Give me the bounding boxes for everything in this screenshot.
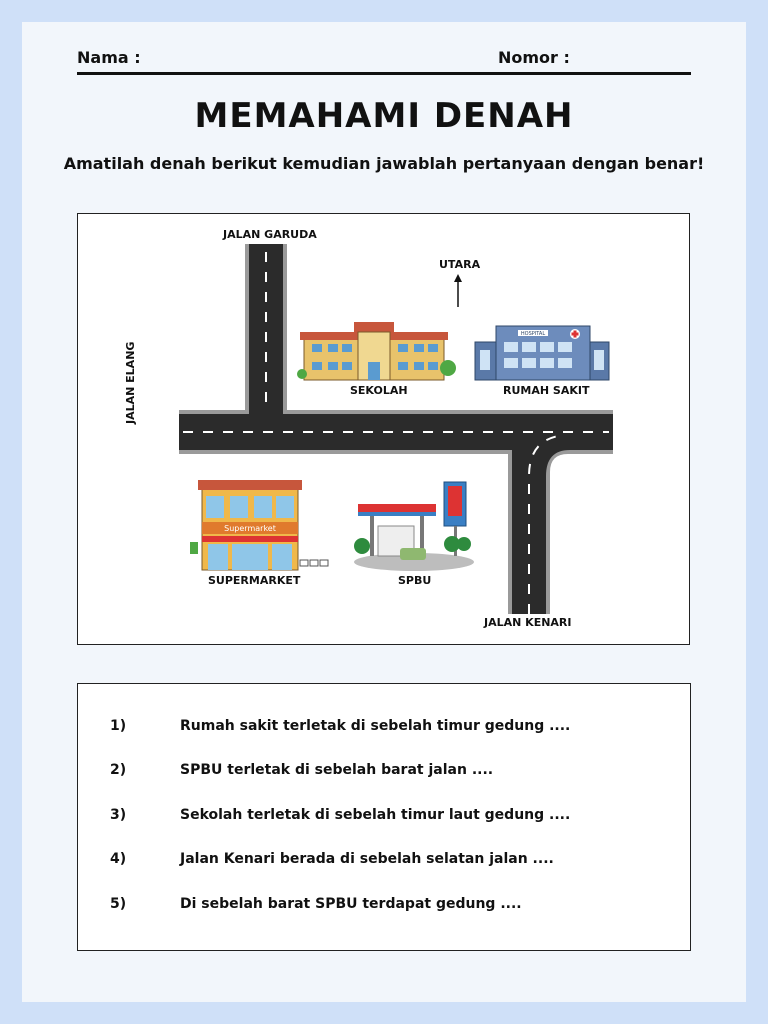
supermarket-sign: Supermarket <box>224 524 276 533</box>
town-map <box>77 213 690 645</box>
header-divider <box>77 72 691 75</box>
school-icon <box>297 322 456 380</box>
label-sekolah: SEKOLAH <box>350 384 408 397</box>
question-text: SPBU terletak di sebelah barat jalan .... <box>180 762 494 778</box>
questions-box <box>77 683 691 951</box>
hospital-sign: HOSPITAL <box>520 331 546 337</box>
label-jalan-elang: JALAN ELANG <box>124 341 137 424</box>
question-number: 1) <box>110 718 127 734</box>
question-text: Di sebelah barat SPBU terdapat gedung .... <box>180 896 522 912</box>
label-jalan-kenari: JALAN KENARI <box>484 616 572 629</box>
question-text: Jalan Kenari berada di sebelah selatan jalan .... <box>180 851 554 867</box>
question-number: 3) <box>110 807 127 823</box>
question-text: Rumah sakit terletak di sebelah timur gedung .... <box>180 718 571 734</box>
question-number: 2) <box>110 762 127 778</box>
question-number: 4) <box>110 851 127 867</box>
number-label: Nomor : <box>498 48 570 67</box>
label-supermarket: SUPERMARKET <box>208 574 301 587</box>
supermarket-icon <box>190 480 328 570</box>
question-number: 5) <box>110 896 127 912</box>
label-rumah-sakit: RUMAH SAKIT <box>503 384 590 397</box>
page-title: MEMAHAMI DENAH <box>194 96 574 136</box>
name-label: Nama : <box>77 48 141 67</box>
question-text: Sekolah terletak di sebelah timur laut gedung .... <box>180 807 571 823</box>
hospital-icon <box>475 326 609 380</box>
label-utara: UTARA <box>439 258 481 271</box>
label-jalan-garuda: JALAN GARUDA <box>223 228 317 241</box>
instruction-text: Amatilah denah berikut kemudian jawablah pertanyaan dengan benar! <box>63 154 705 173</box>
map-drawing <box>78 214 691 646</box>
gas-station-icon <box>354 482 474 571</box>
north-arrow-icon <box>454 274 462 307</box>
label-spbu: SPBU <box>398 574 432 587</box>
